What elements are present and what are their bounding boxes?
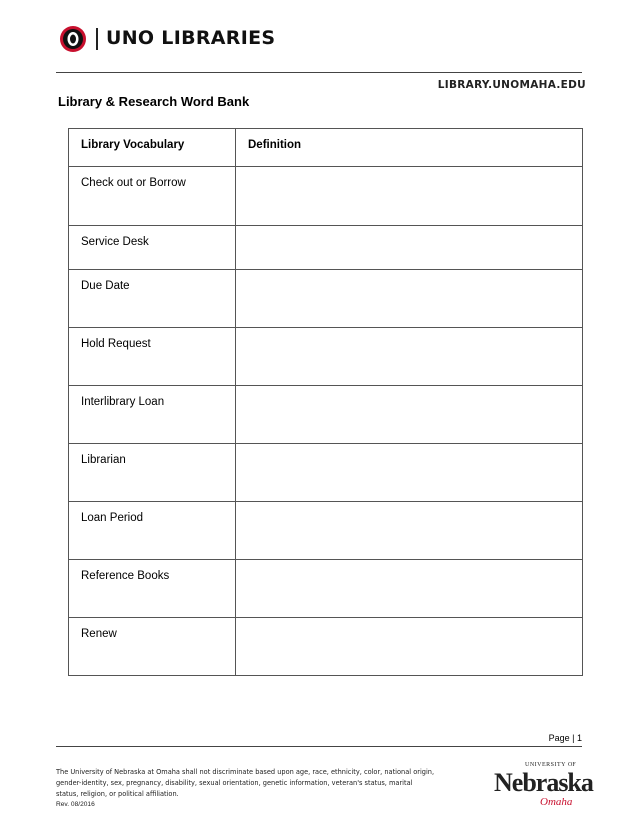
table-row [69, 167, 583, 226]
table-row [69, 618, 583, 676]
definition-cell[interactable] [236, 386, 583, 444]
table-row [69, 226, 583, 270]
vocabulary-table [68, 128, 583, 676]
table-row [69, 560, 583, 618]
definition-cell[interactable] [236, 618, 583, 676]
column-header-vocabulary: Library Vocabulary [69, 129, 236, 167]
header-divider [56, 72, 582, 73]
org-name: UNO LIBRARIES [106, 27, 276, 49]
table-row [69, 386, 583, 444]
table-row [69, 444, 583, 502]
footer-divider [56, 746, 582, 747]
vocabulary-term: Due Date [69, 270, 236, 328]
table-row [69, 270, 583, 328]
vocabulary-term: Librarian [69, 444, 236, 502]
definition-cell[interactable] [236, 560, 583, 618]
logo-separator [96, 28, 98, 50]
site-url: LIBRARY.UNOMAHA.EDU [437, 79, 586, 91]
definition-cell[interactable] [236, 328, 583, 386]
vocabulary-term: Interlibrary Loan [69, 386, 236, 444]
definition-cell[interactable] [236, 226, 583, 270]
page-number: Page | 1 [548, 733, 582, 743]
vocabulary-term: Hold Request [69, 328, 236, 386]
table-body [69, 167, 583, 676]
table-row [69, 502, 583, 560]
uno-o-logo-icon [58, 24, 88, 54]
definition-cell[interactable] [236, 270, 583, 328]
definition-cell[interactable] [236, 444, 583, 502]
definition-cell[interactable] [236, 167, 583, 226]
vocabulary-term: Reference Books [69, 560, 236, 618]
definition-cell[interactable] [236, 502, 583, 560]
document-title: Library & Research Word Bank [58, 94, 250, 109]
table-header-row [69, 129, 583, 167]
vocabulary-term: Loan Period [69, 502, 236, 560]
vocabulary-term: Renew [69, 618, 236, 676]
vocabulary-term: Service Desk [69, 226, 236, 270]
logo-of-text: OF [568, 762, 576, 768]
table-row [69, 328, 583, 386]
revision-date: Rev. 08/2016 [56, 801, 95, 808]
logo-omaha-text: Omaha [540, 796, 573, 808]
logo-university-text: UNIVERSITY [525, 762, 566, 768]
logo-nebraska-text: Nebraska [494, 768, 593, 797]
nondiscrimination-statement: The University of Nebraska at Omaha shall not discriminate based upon age, race, ethnicity, color, national origin, gender-identity, sex, pregnancy, disability, sexual orientation, genetic information, veteran's status, marital status, religion, or political affiliation. [56, 768, 435, 798]
column-header-definition: Definition [236, 129, 583, 167]
vocabulary-term: Check out or Borrow [69, 167, 236, 226]
